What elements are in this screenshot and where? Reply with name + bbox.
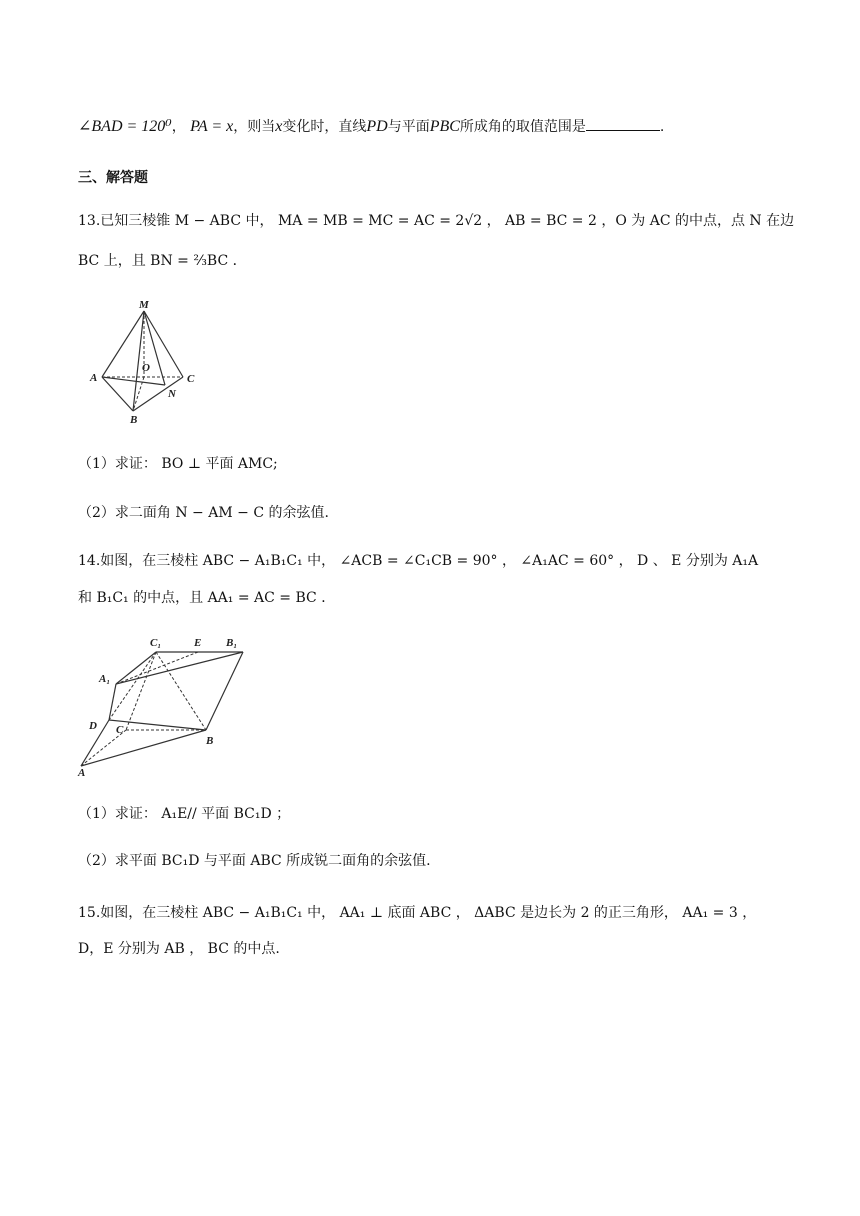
q13-line2: BC 上，且 BN = ⅔BC ． xyxy=(78,253,247,269)
q12-text-c: 与平面 xyxy=(387,119,430,135)
q12-end: . xyxy=(659,119,665,135)
q14-prism-figure xyxy=(76,630,251,780)
label-b: B xyxy=(130,414,138,426)
label-b1: B₁ xyxy=(226,637,238,649)
pa-eq-x: PA = x xyxy=(190,118,234,135)
q14-part2: （2）求平面 BC₁D 与平面 ABC 所成锐二面角的余弦值. xyxy=(78,853,431,869)
angle-bad: ∠BAD = 120⁰ xyxy=(78,118,172,135)
q12-tail-line: ∠BAD = 120⁰， PA = x，则当x变化时，直线PD与平面PBC所成角的取值范围是 . xyxy=(78,118,665,135)
q12-text-b: 变化时，直线 xyxy=(282,119,367,135)
q14-part1: （1）求证： A₁E// 平面 BC₁D ； xyxy=(78,806,291,822)
label-a-14: A xyxy=(78,767,86,779)
label-c-14: C xyxy=(116,724,124,736)
label-c: C xyxy=(187,373,195,385)
q13-pyramid-figure xyxy=(85,296,210,426)
q12-text-d: 所成角的取值范围是 xyxy=(459,119,586,135)
label-b-14: B xyxy=(206,735,214,747)
q13-line1: 13.已知三棱锥 M − ABC 中， MA = MB = MC = AC = 2√2 ， AB = BC = 2 ，O 为 AC 的中点，点 N 在边 xyxy=(78,213,795,229)
label-a: A xyxy=(90,372,98,384)
label-n: N xyxy=(168,388,176,400)
label-a1: A₁ xyxy=(99,673,111,685)
q13-part2: （2）求二面角 N − AM − C 的余弦值. xyxy=(78,505,329,521)
label-o: O xyxy=(142,362,150,374)
q13-part1: （1）求证： BO ⊥ 平面 AMC; xyxy=(78,456,278,472)
q15-line2: D，E 分别为 AB ， BC 的中点. xyxy=(78,941,280,957)
section-heading: 三、解答题 xyxy=(78,170,148,186)
plane-pbc: PBC xyxy=(429,118,460,135)
q12-text-a: ，则当 xyxy=(233,119,276,135)
line-pd: PD xyxy=(366,118,388,135)
label-m: M xyxy=(139,299,149,311)
label-c1: C₁ xyxy=(150,637,162,649)
label-d: D xyxy=(89,720,97,732)
q14-line1: 14.如图，在三棱柱 ABC − A₁B₁C₁ 中， ∠ACB = ∠C₁CB = 90° ， ∠A₁AC = 60° ， D 、 E 分别为 A₁A xyxy=(78,553,759,569)
label-e: E xyxy=(194,637,202,649)
var-x: x xyxy=(275,118,283,135)
answer-blank xyxy=(586,116,660,131)
q14-line2: 和 B₁C₁ 的中点，且 AA₁ = AC = BC ． xyxy=(78,590,336,606)
q15-line1: 15.如图，在三棱柱 ABC − A₁B₁C₁ 中， AA₁ ⊥ 底面 ABC ， ΔABC 是边长为 2 的正三角形， AA₁ = 3 ， xyxy=(78,905,757,921)
